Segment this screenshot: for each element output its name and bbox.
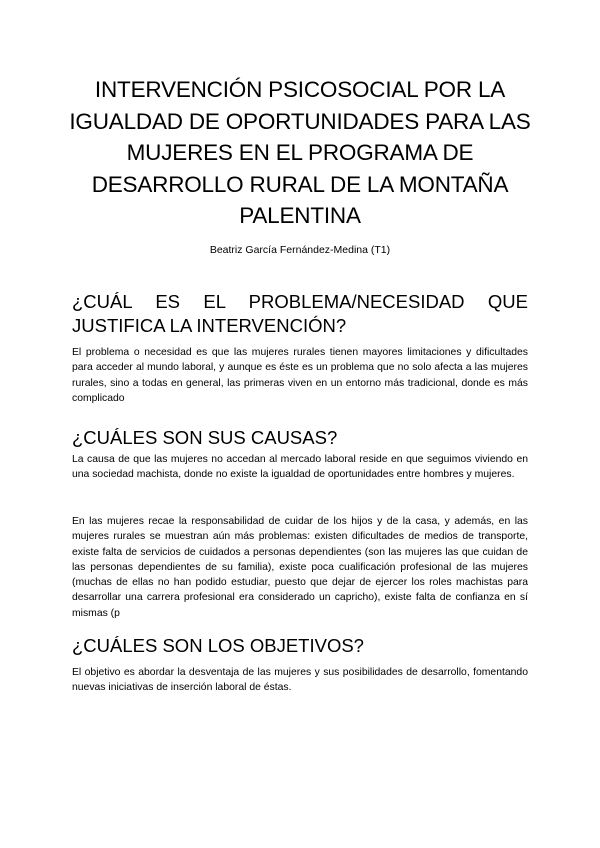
- section-heading-objectives: ¿CUÁLES SON LOS OBJETIVOS?: [72, 635, 364, 656]
- section-heading-causes: ¿CUÁLES SON SUS CAUSAS?: [72, 427, 338, 448]
- document-title: INTERVENCIÓN PSICOSOCIAL POR LA IGUALDAD DE OPORTUNIDADES PARA LAS MUJERES EN EL PROGRAMA DE DESARROLLO RURAL DE LA MONTAÑA PALENTINA: [69, 77, 531, 228]
- section-paragraph: En las mujeres recae la responsabilidad de cuidar de los hijos y de la casa, y además, en las mujeres rurales se muestran aún más problemas: existen dificultades de medios de transporte, existe falta de servicios de cuidados a personas dependientes (son las mujeres las que cuidan de las personas dependientes de su familia), existe poca cualificación profesional de las mujeres (muchas de ellas no han podido estudiar, puesto que dejar de ejercer los roles machistas para desarrollar una carrera profesional era considerado un capricho), existe falta de confianza en sí mismas (p: [72, 516, 528, 619]
- section-paragraph: El problema o necesidad es que las mujeres rurales tienen mayores limitaciones y dificultades para acceder al mundo laboral, y aunque es éste es un problema que no solo afecta a las mujeres rurales, sino a todas en general, las primeras viven en un entorno más tradicional, donde es más complicado: [72, 347, 528, 404]
- section-paragraph: El objetivo es abordar la desventaja de las mujeres y sus posibilidades de desarrollo, fomentando nuevas iniciativas de inserción laboral de éstas.: [72, 667, 528, 694]
- section-paragraph: La causa de que las mujeres no accedan al mercado laboral reside en que seguimos viviendo en una sociedad machista, donde no existe la igualdad de oportunidades entre hombres y mujeres.: [72, 454, 528, 481]
- section-heading-problem: ¿CUÁL ES EL PROBLEMA/NECESIDAD QUE JUSTIFICA LA INTERVENCIÓN?: [72, 291, 528, 336]
- author-line: Beatriz García Fernández-Medina (T1): [209, 244, 391, 256]
